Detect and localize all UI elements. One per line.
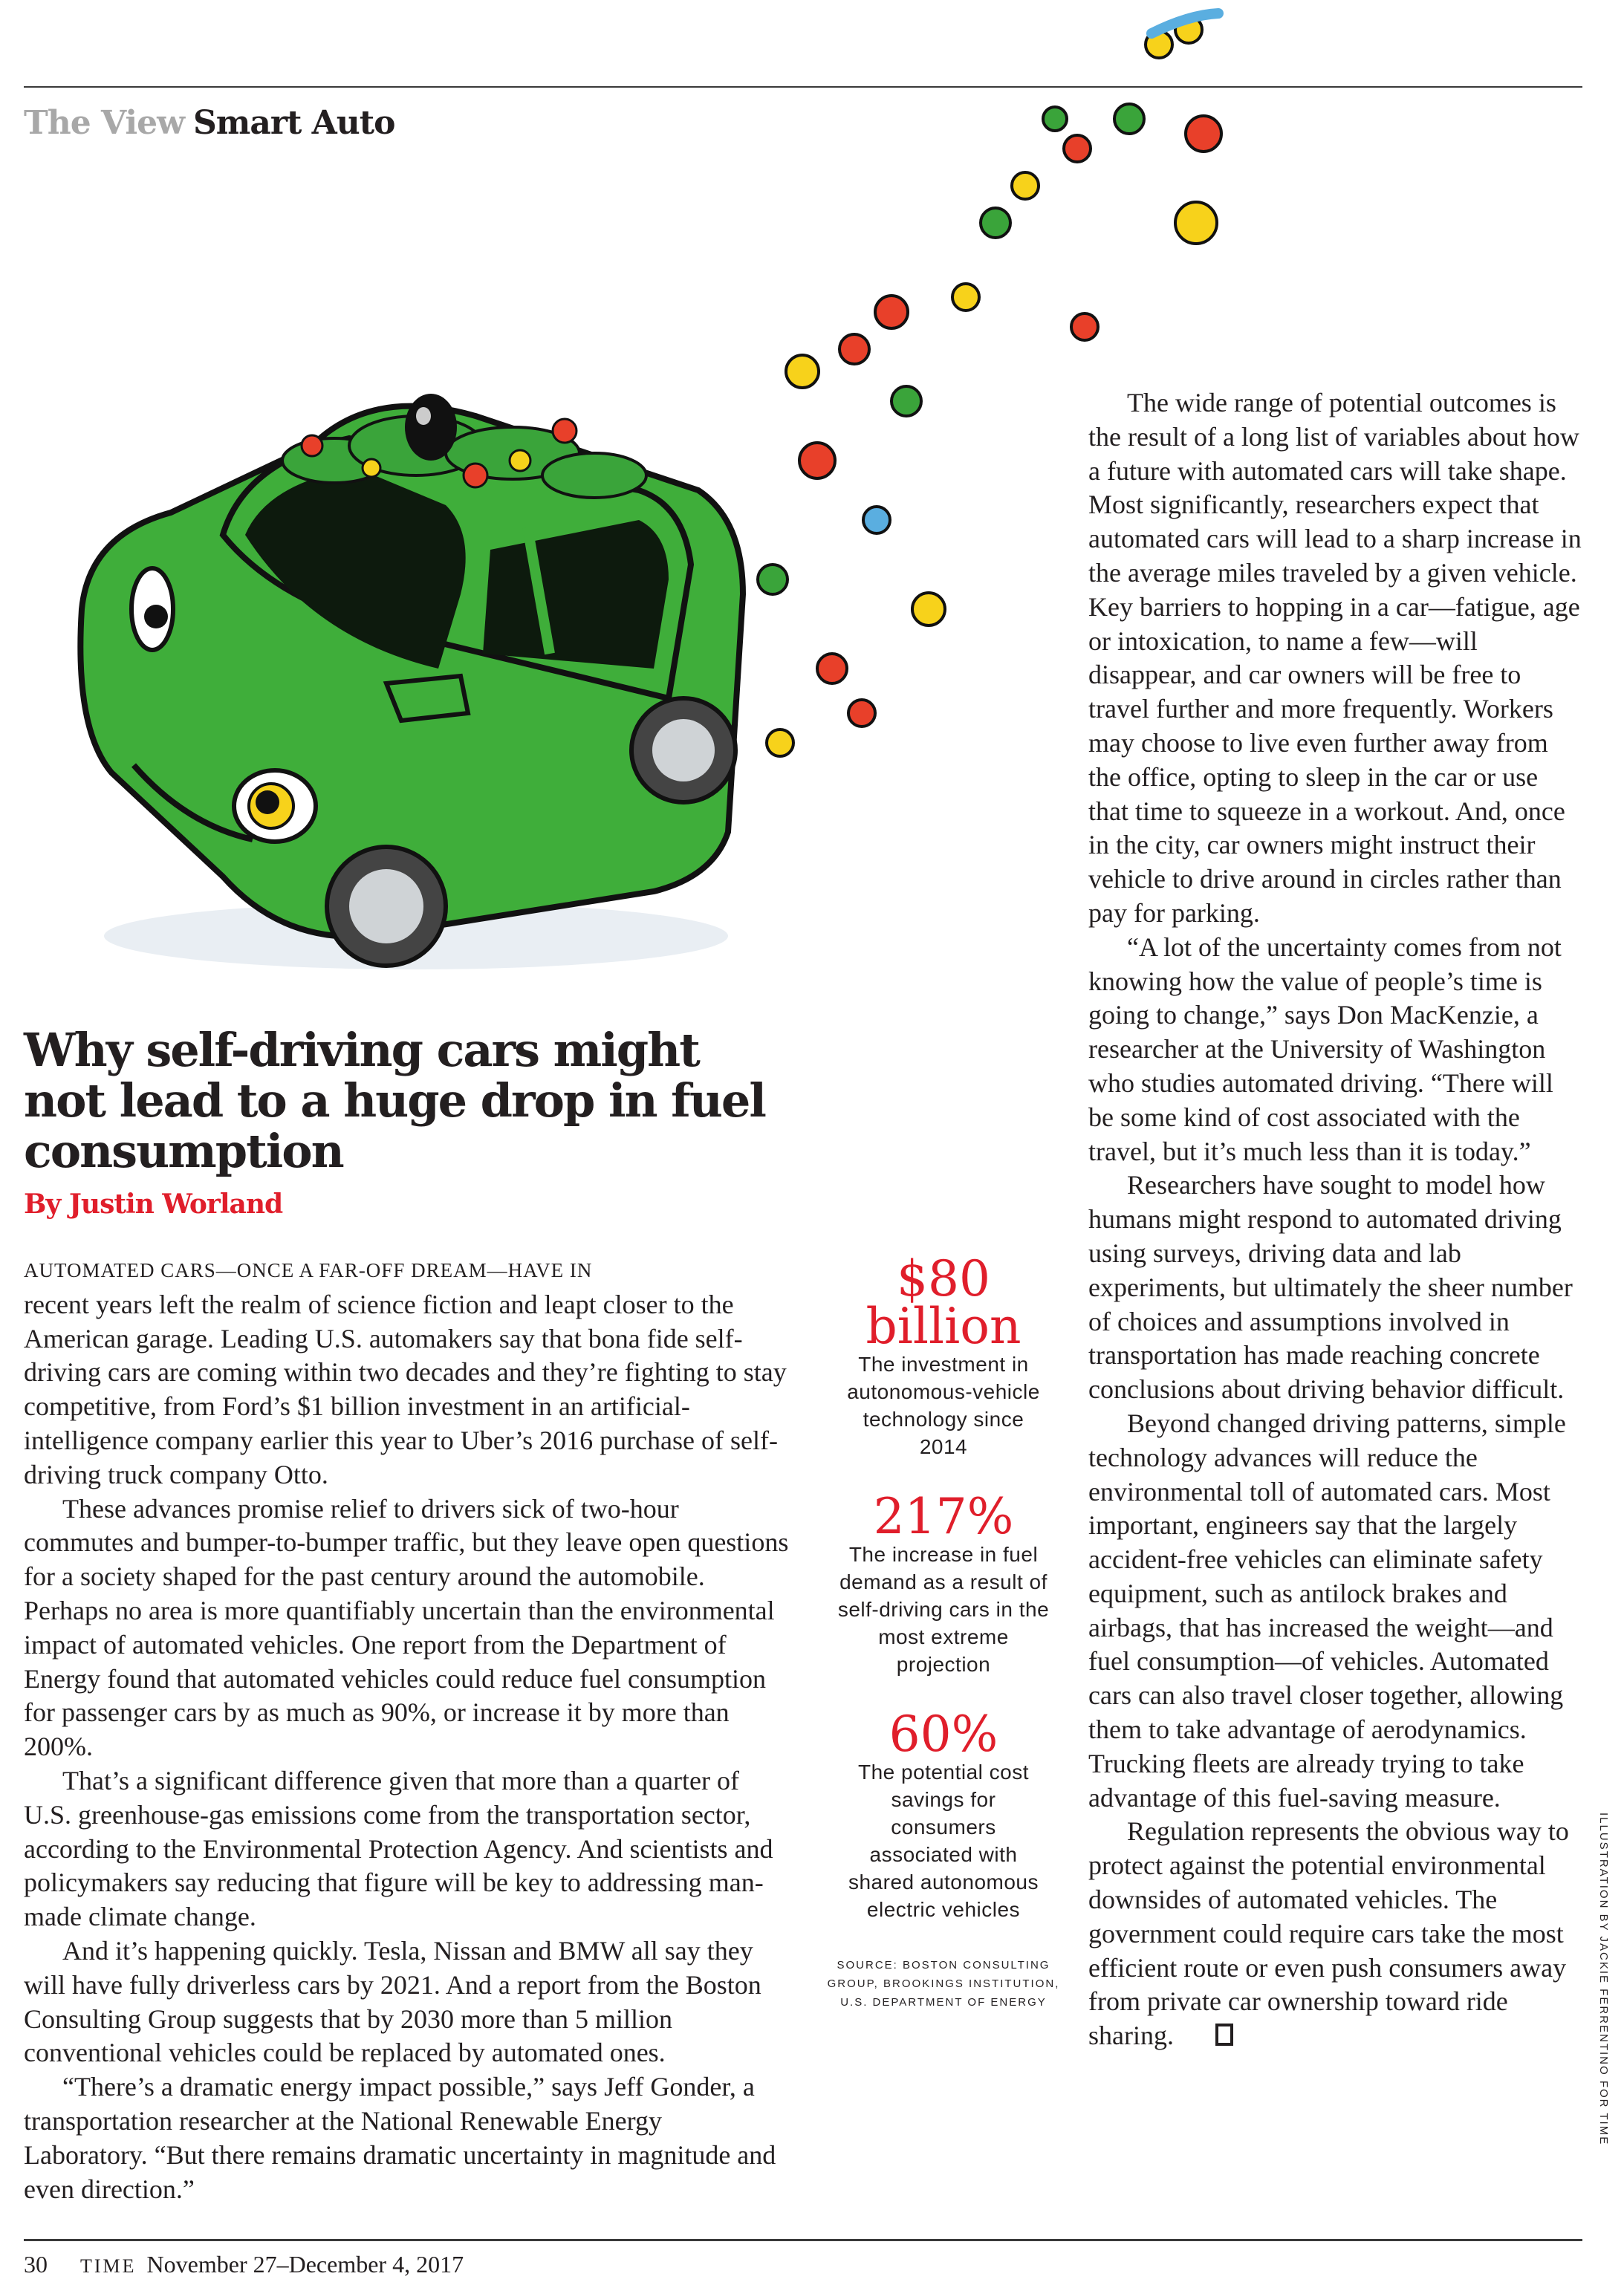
magazine-name: TIME [80,2255,137,2277]
paragraph: “A lot of the uncertainty comes from not knowing how the value of people’s time is going to change,” says Don MacKenzie, a researcher at the University of Washington who studies automated driving. “There will be some kind of cost associated with the travel, but it’s much less than it is today.” [1088,932,1562,1166]
paragraph-final [1088,1815,1582,2053]
section-topic: Smart Auto [193,104,395,142]
stat-description: The potential cost savings for consumers associated with shared autonomous electric vehicles [848,1761,1039,1921]
stat-item [810,1250,1077,1460]
paragraph: Researchers have sought to model how humans might respond to automated driving using surveys, driving data and lab experiments, but ultimately the sheer number of choices and assumptions involved in transportation has made reaching concrete conclusions about driving behavior difficult. [1088,1170,1573,1405]
section-header [24,104,394,142]
stat-value: 60% [889,1706,998,1763]
source-note: SOURCE: BOSTON CONSULTING GROUP, BROOKINGS INSTITUTION, U.S. DEPARTMENT OF ENERGY [827,1959,1060,2009]
article-column-left [24,1254,789,2206]
paragraph: “There’s a dramatic energy impact possible,” says Jeff Gonder, a transportation researcher at the National Renewable Energy Laboratory. “But there remains dramatic uncertainty in magnitude and even direction.” [24,2072,776,2204]
stat-item [810,1706,1077,1923]
article-column-right [1088,386,1582,2053]
article-headline: Why self-driving cars might not lead to a huge drop in fuel consumption [24,1023,765,1178]
end-mark-icon [1215,2024,1233,2046]
paragraph: Beyond changed driving patterns, simple technology advances will reduce the environmental toll of automated cars. Most important, engineers say that the largely accident-free vehicles can eliminate safety equipment, such as antilock brakes and airbags, that has increased the weight—and fuel consumption—of vehicles. Automated cars can also travel closer together, allowing them to take advantage of aerodynamics. Trucking fleets are already trying to take advantage of this fuel-saving measure. [1088,1408,1566,1813]
stat-description: The investment in autonomous-vehicle technology since 2014 [847,1353,1040,1458]
stat-item [810,1488,1077,1678]
issue-date: November 27–December 4, 2017 [146,2251,464,2278]
paragraph: The wide range of potential outcomes is the result of a long list of variables about how a future with automated cars will take shape. Most significantly, researchers expect that automated cars will lead to a sharp increase in the average miles traveled by a given vehicle. Key barriers to hopping in a car—fatigue, age or intoxication, to name a few—will disappear, and car owners will be free to travel further and more frequently. Workers may choose to live even further away from the office, opting to sleep in the car or use that time to squeeze in a workout. And, once in the city, car owners might instruct their vehicle to drive around in circles rather than pay for parking. [1088,388,1582,928]
stat-value: $80 billion [865,1250,1022,1355]
stat-value: 217% [873,1488,1014,1545]
byline: By Justin Worland [24,1189,283,1220]
paragraph: That’s a significant difference given that more than a quarter of U.S. greenhouse-gas emissions come from the transportation sector, according to the Environmental Protection Agency. And scientists and policymakers say reducing that figure will be key to addressing man-made climate change. [24,1765,773,1932]
page-footer [24,2251,464,2278]
paragraph: These advances promise relief to drivers sick of two-hour commutes and bumper-to-bumper traffic, but they leave open questions for a society shaped for the past century around the automobile. Perhaps no area is more quantifiably uncertain than the environmental impact of automated vehicles. One report from the Department of Energy found that automated vehicles could reduce fuel consumption for passenger cars by as much as 90%, or increase it by more than 200%. [24,1493,789,1762]
paragraph: And it’s happening quickly. Tesla, Nissan and BMW all say they will have fully driverless cars by 2021. And a report from the Boston Consulting Group suggests that by 2030 more than 5 million conventional vehicles could be replaced by automated ones. [24,1935,761,2068]
stats-sidebar [810,1250,1077,2012]
paragraph-text: Regulation represents the obvious way to protect against the potential environmental downsides of automated vehicles. The government could require cars take the most efficient route or even push consumers away from private car ownership toward ride sharing. [1088,1816,1569,2051]
illustration-credit: ILLUSTRATION BY JACKIE FERRENTINO FOR TIME [1597,1813,1610,2146]
section-name: The View [24,104,184,142]
lead-in: AUTOMATED CARS—ONCE A FAR-OFF DREAM—HAVE IN [24,1259,593,1281]
paragraph: recent years left the realm of science fiction and leapt closer to the American garage. Leading U.S. automakers say that bona fide self-driving cars are coming within two decades and they’re fighting to stay competitive, from Ford’s $1 billion investment in an artificial-intelligence company earlier this year to Uber’s 2016 purchase of self-driving truck company Otto. [24,1289,787,1489]
stat-description: The increase in fuel demand as a result of self-driving cars in the most extreme projection [837,1543,1050,1676]
page-number: 30 [24,2251,48,2278]
bottom-rule [24,2239,1582,2241]
